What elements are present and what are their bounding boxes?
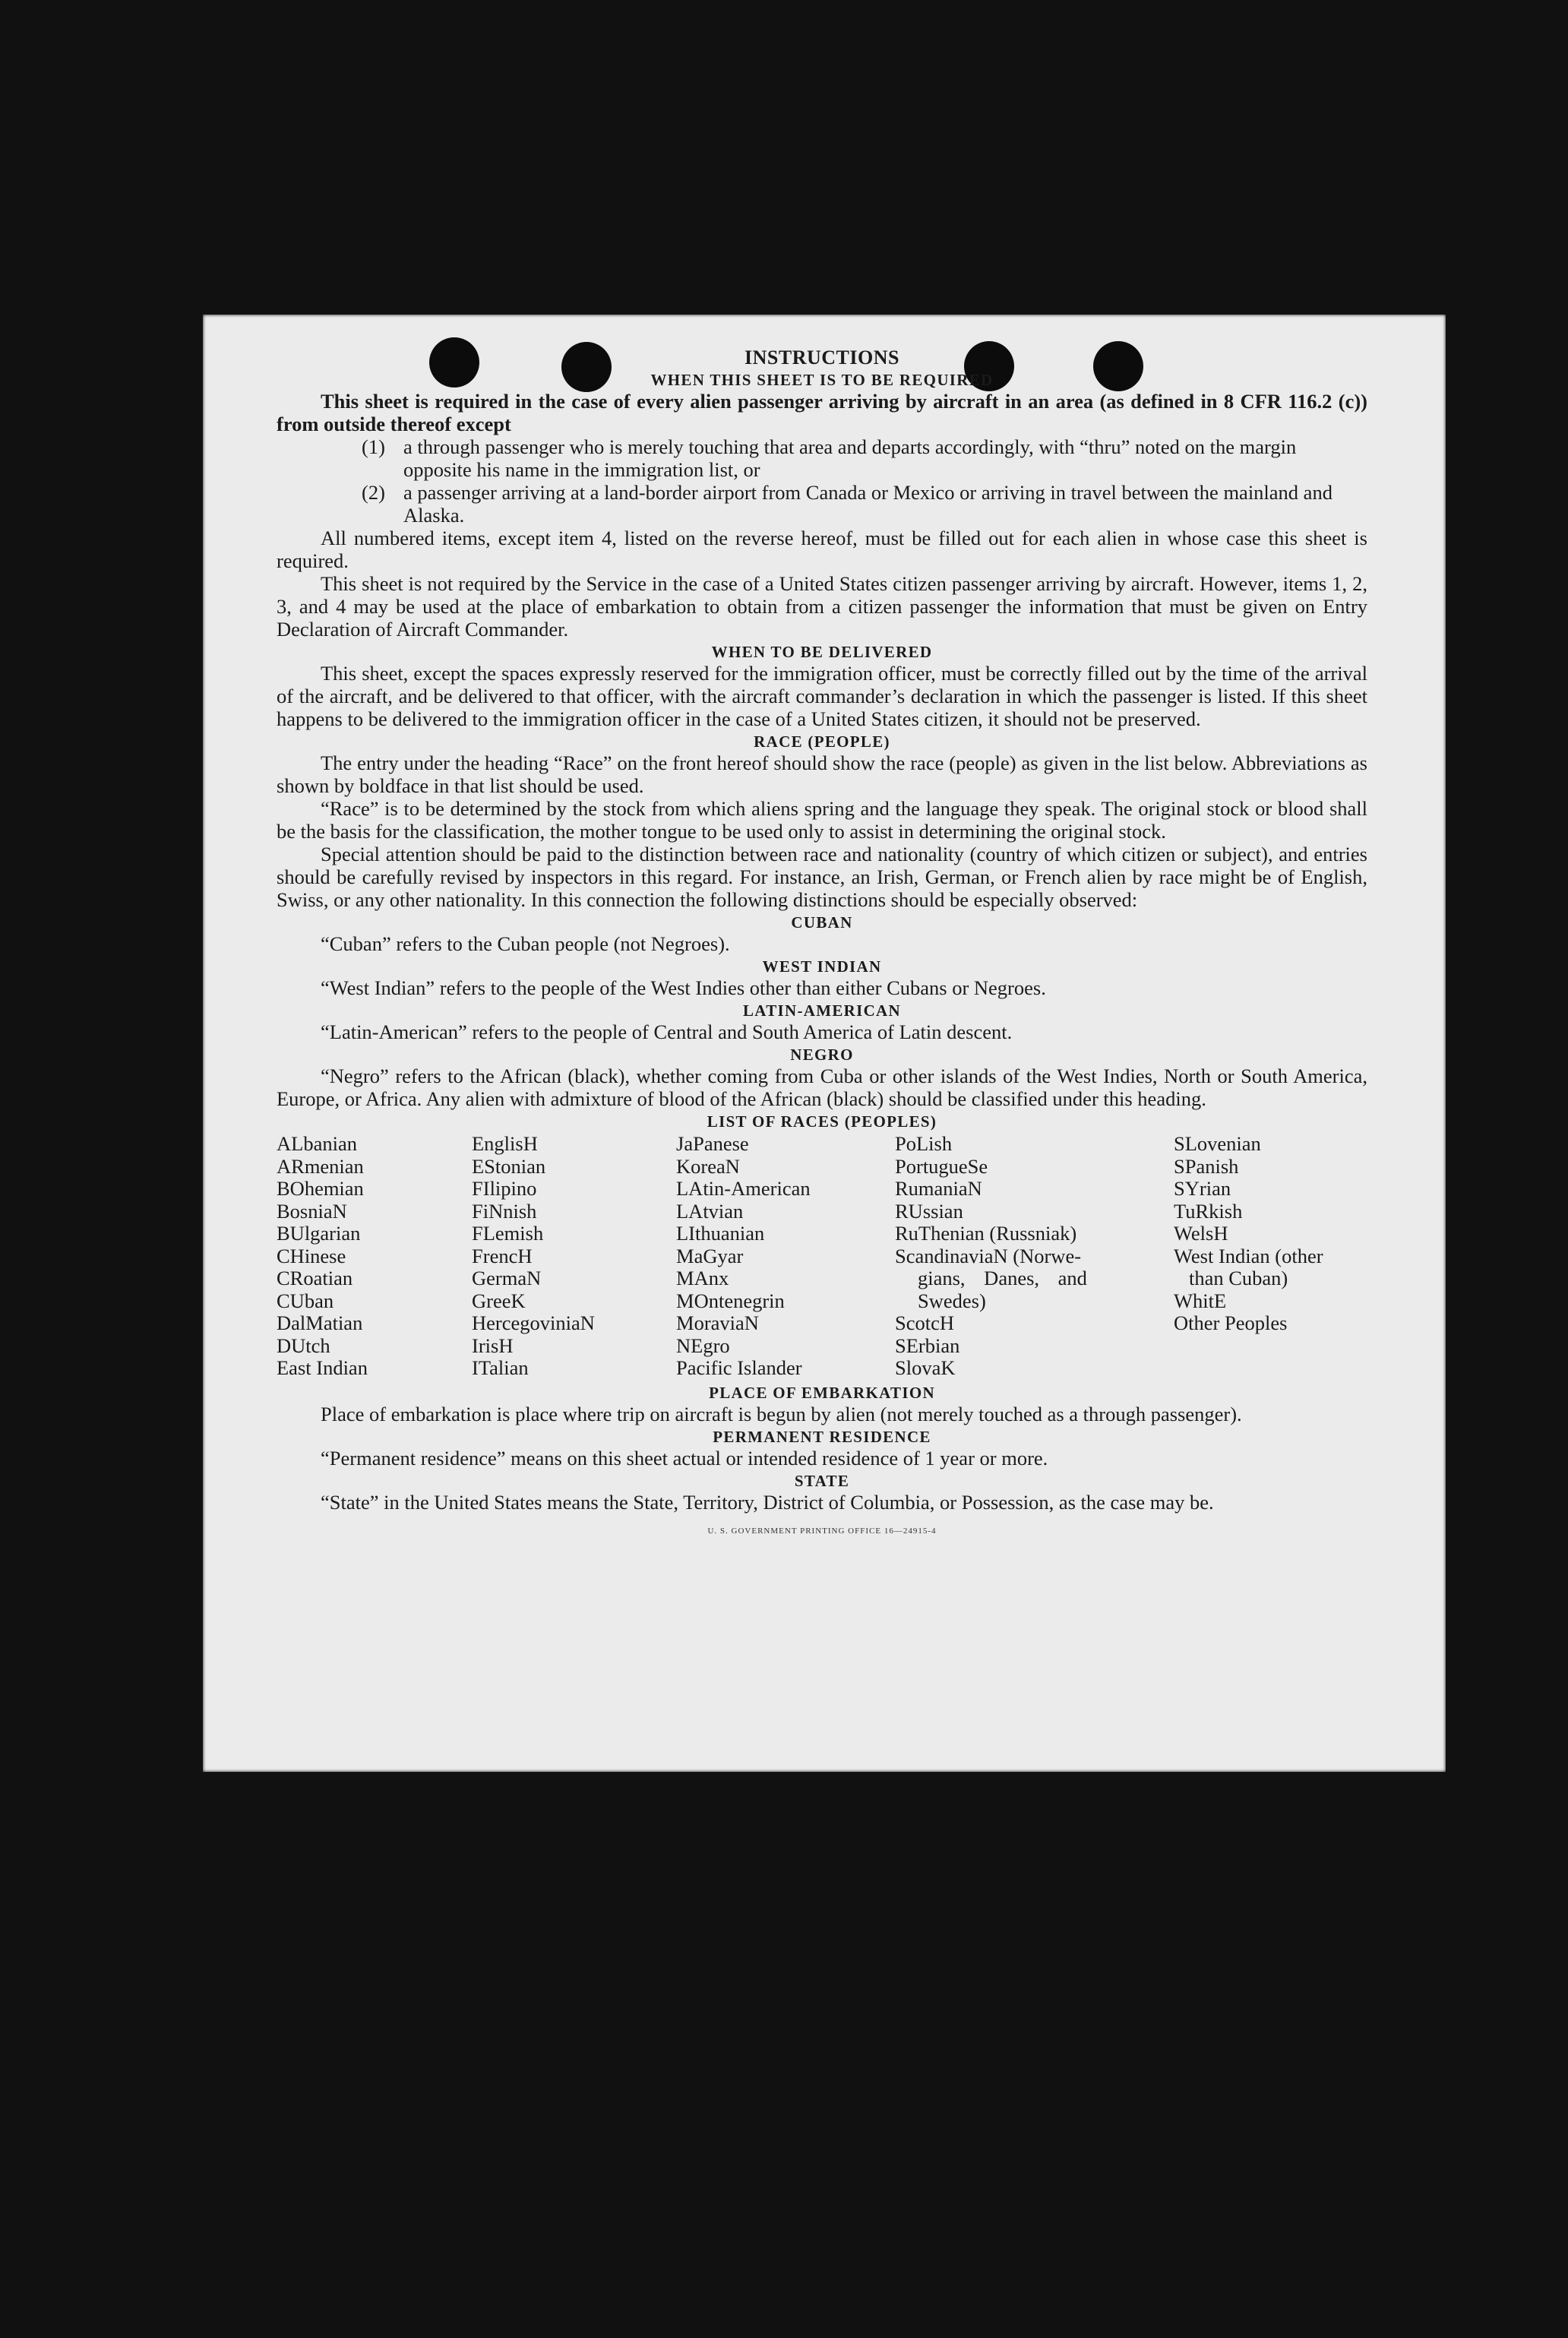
race-entry: FrencH: [472, 1244, 533, 1267]
race-entry: IrisH: [472, 1334, 514, 1357]
race-entry: DUtch: [277, 1334, 330, 1357]
race-entry: BUlgarian: [277, 1222, 361, 1245]
heading-list-of-races: LIST OF RACES (PEOPLES): [707, 1112, 937, 1131]
race-entry: TuRkish: [1174, 1199, 1243, 1223]
state-text: “State” in the United States means the State, Territory, District of Columbia, or Possession, as the case may be.: [321, 1490, 1214, 1514]
race-entry: West Indian (other: [1174, 1244, 1323, 1267]
race-entry: RUssian: [895, 1199, 963, 1223]
race-entry: MaGyar: [676, 1244, 744, 1267]
race-entry: CUban: [277, 1289, 334, 1312]
heading-race: RACE (PEOPLE): [754, 732, 890, 751]
race-entry: GermaN: [472, 1267, 542, 1289]
heading-permanent-residence: PERMANENT RESIDENCE: [713, 1427, 931, 1446]
race-entry: Pacific Islander: [676, 1356, 802, 1379]
numbered-items-note: All numbered items, except item 4, listed on the reverse hereof, must be filled out for each alien in whose case this sheet is required.: [277, 527, 1367, 572]
race-column-1: [277, 1133, 472, 1380]
race-column-2: [472, 1133, 676, 1380]
race-entry: LAtin-American: [676, 1177, 811, 1200]
heading-when-required: WHEN THIS SHEET IS TO BE REQUIRED: [650, 371, 994, 389]
race-entry: ScotcH: [895, 1311, 955, 1334]
race-entry: PortugueSe: [895, 1154, 988, 1178]
race-entry: JaPanese: [676, 1132, 749, 1155]
item-text: a passenger arriving at a land-border airport from Canada or Mexico or arriving in travel between the mainland and Alaska.: [403, 481, 1332, 527]
race-paragraph-3: Special attention should be paid to the distinction between race and nationality (country of which citizen or subject), and entries should be carefully revised by inspectors in this regard. For instance, an Irish, German, or French alien by race might be of English, Swiss, or any other nationality. In this connection the following distinctions should be especially observed:: [277, 843, 1367, 911]
heading-when-delivered: WHEN TO BE DELIVERED: [711, 643, 933, 661]
race-entry: DalMatian: [277, 1311, 363, 1334]
race-entry: WelsH: [1174, 1222, 1228, 1245]
residence-text: “Permanent residence” means on this sheet actual or intended residence of 1 year or more.: [321, 1446, 1048, 1470]
race-entry: PoLish: [895, 1132, 953, 1155]
required-intro: This sheet is required in the case of every alien passenger arriving by aircraft in an area (as defined in 8 CFR 116.2 (c)) from outside thereof except: [277, 390, 1367, 435]
latin-american-text: “Latin-American” refers to the people of Central and South America of Latin descent.: [321, 1020, 1013, 1043]
negro-text: “Negro” refers to the African (black), whether coming from Cuba or other islands of the West Indies, North or South America, Europe, or Africa. Any alien with admixture of blood of the African (black) should be classified under this heading.: [277, 1065, 1367, 1110]
race-entry: SPanish: [1174, 1154, 1239, 1178]
race-entry: Swedes): [918, 1289, 986, 1312]
citizen-note: This sheet is not required by the Service in the case of a United States citizen passenger arriving by aircraft. However, items 1, 2, 3, and 4 may be used at the place of embarkation to obtain from a citizen passenger the information that must be given on Entry Declaration of Aircraft Commander.: [277, 572, 1367, 641]
race-entry: GreeK: [472, 1289, 526, 1312]
race-entry: BosniaN: [277, 1199, 347, 1223]
heading-place-of-embarkation: PLACE OF EMBARKATION: [709, 1383, 935, 1402]
item-number: (1): [362, 435, 385, 458]
sheet-content: [277, 346, 1367, 1542]
race-entry: LAtvian: [676, 1199, 744, 1223]
race-entry: WhitE: [1174, 1289, 1227, 1312]
race-column-3: [676, 1133, 895, 1380]
race-paragraph-1: The entry under the heading “Race” on the front hereof should show the race (people) as given in the list below. Abbreviations as shown by boldface in that list should be used.: [277, 751, 1367, 797]
race-entry: RumaniaN: [895, 1177, 982, 1200]
race-entry: SErbian: [895, 1334, 960, 1357]
heading-west-indian: WEST INDIAN: [762, 957, 882, 976]
exception-item-2: [277, 481, 1367, 527]
race-entry: ScandinaviaN (Norwe-: [895, 1244, 1082, 1267]
race-entry: FIlipino: [472, 1177, 537, 1200]
page-title: INSTRUCTIONS: [744, 346, 899, 369]
delivered-text: This sheet, except the spaces expressly reserved for the immigration officer, must be correctly filled out by the time of the arrival of the aircraft, and be delivered to that officer, with the aircraft commander’s declaration in which the passenger is listed. If this sheet happens to be delivered to the immigration officer in the case of a United States citizen, it should not be preserved.: [277, 662, 1367, 730]
heading-state: STATE: [794, 1471, 850, 1490]
race-entry: SLovenian: [1174, 1132, 1261, 1155]
west-indian-text: “West Indian” refers to the people of the West Indies other than either Cubans or Negroes.: [321, 976, 1046, 999]
race-entry: CHinese: [277, 1244, 346, 1267]
race-entry: SlovaK: [895, 1356, 956, 1379]
race-entry: EnglisH: [472, 1132, 538, 1155]
race-entry: ALbanian: [277, 1132, 357, 1155]
race-entry: than Cuban): [1189, 1267, 1288, 1289]
embarkation-text: Place of embarkation is place where trip on aircraft is begun by alien (not merely touched as a through passenger).: [321, 1402, 1242, 1425]
item-number: (2): [362, 481, 385, 504]
race-entry: MoraviaN: [676, 1311, 759, 1334]
race-entry: gians, Danes, and: [918, 1267, 1087, 1289]
race-entry: FiNnish: [472, 1199, 537, 1223]
race-entry: NEgro: [676, 1334, 730, 1357]
race-column-4: [895, 1133, 1174, 1380]
race-entry: EStonian: [472, 1154, 546, 1178]
race-entry: MAnx: [676, 1267, 729, 1289]
exception-item-1: [277, 435, 1367, 481]
race-entry: HercegoviniaN: [472, 1311, 595, 1334]
race-entry: RuThenian (Russniak): [895, 1222, 1077, 1245]
heading-latin-american: LATIN-AMERICAN: [743, 1001, 901, 1020]
race-entry: CRoatian: [277, 1267, 353, 1289]
race-entry: LIthuanian: [676, 1222, 765, 1245]
printing-office-imprint: U. S. GOVERNMENT PRINTING OFFICE 16—24915-4: [707, 1526, 937, 1536]
race-entry: East Indian: [277, 1356, 368, 1379]
race-paragraph-2: “Race” is to be determined by the stock from which aliens spring and the language they speak. The original stock or blood shall be the basis for the classification, the mother tongue to be used only to assist in determining the original stock.: [277, 797, 1367, 843]
race-entry: ARmenian: [277, 1154, 364, 1178]
heading-cuban: CUBAN: [791, 913, 853, 932]
race-entry: Other Peoples: [1174, 1311, 1288, 1334]
race-entry: BOhemian: [277, 1177, 364, 1200]
item-text: a through passenger who is merely touching that area and departs accordingly, with “thru” noted on the margin opposite his name in the immigration list, or: [403, 435, 1297, 481]
race-list: [277, 1133, 1367, 1380]
race-entry: MOntenegrin: [676, 1289, 785, 1312]
cuban-text: “Cuban” refers to the Cuban people (not Negroes).: [321, 932, 730, 955]
race-entry: FLemish: [472, 1222, 544, 1245]
heading-negro: NEGRO: [790, 1046, 854, 1064]
race-entry: SYrian: [1174, 1177, 1231, 1200]
instruction-sheet: [203, 315, 1446, 1772]
race-column-5: [1174, 1133, 1367, 1380]
race-entry: ITalian: [472, 1356, 529, 1379]
race-entry: KoreaN: [676, 1154, 740, 1178]
